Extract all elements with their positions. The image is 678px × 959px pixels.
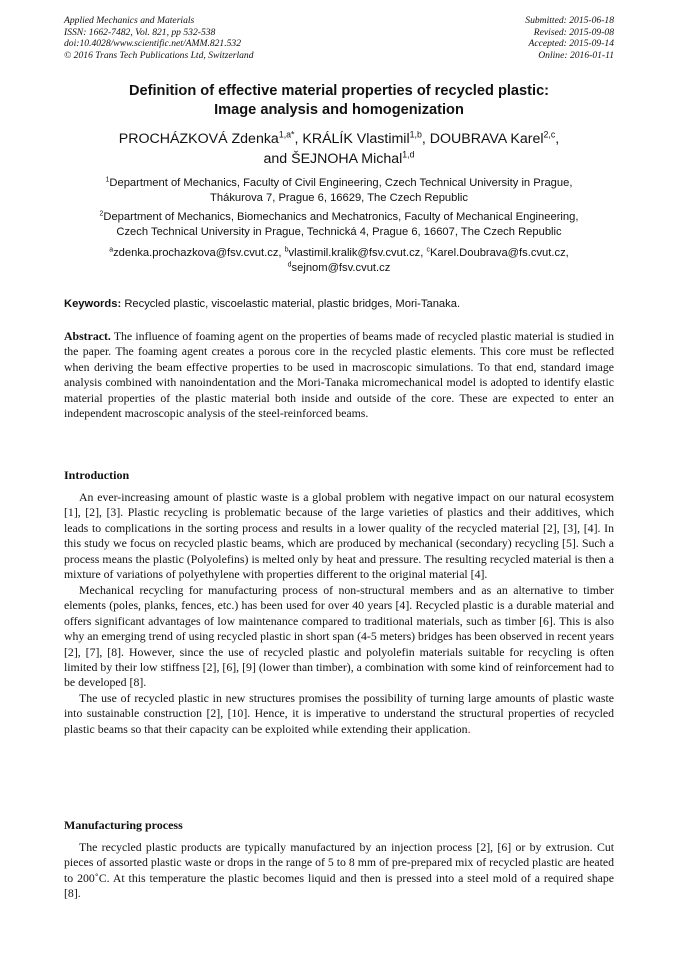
author-2-sup: 1,b bbox=[409, 129, 422, 140]
accepted-date: Accepted: 2015-09-14 bbox=[528, 38, 614, 50]
journal-copyright: © 2016 Trans Tech Publications Ltd, Switzerland bbox=[64, 49, 254, 61]
email-link-c[interactable]: Karel.Doubrava@fs.cvut.cz, bbox=[429, 247, 569, 259]
keywords bbox=[64, 297, 616, 312]
email-link-a[interactable]: zdenka.prochazkova@fsv.cvut.cz, bbox=[113, 247, 282, 259]
journal-doi: doi:10.4028/www.scientific.net/AMM.821.532 bbox=[64, 38, 242, 50]
title-line-1: Definition of effective material properties of recycled plastic: bbox=[128, 83, 550, 99]
email-link-d[interactable]: sejnom@fsv.cvut.cz bbox=[291, 262, 391, 274]
manufacturing-body bbox=[64, 840, 614, 902]
author-1-sup: 1,a* bbox=[278, 129, 295, 140]
intro-paragraph-1: An ever-increasing amount of plastic waste is a global problem with negative impact on our natural ecosystem [1], [2], [3]. Plastic recycling is problematic because of the large varieties of plastics and their additives, which leads to complications in the sorting process and results in a lower quality of the recycled material [2], [3], [4]. In this study we focus on recycled plastic beams, which are produced by mechanical (secondary) recycling [5]. Such a process means the plastic (Polyolefins) is melted only by heat and pressure. The resulting recycled material is then a mixture of variations of polyethylene with properties different to the original material [4]. bbox=[64, 490, 614, 582]
intro-paragraph-3-text: The use of recycled plastic in new structures promises the possibility of turning large amounts of plastic waste into sustainable construction [2], [10]. Hence, it is imperative to understand the structural properties of recycled plastic beams so that their capacity can be exploited while extending their application bbox=[64, 690, 614, 736]
affiliation-1 bbox=[60, 176, 618, 206]
email-d-sup: d bbox=[287, 261, 292, 269]
email-b-sup: b bbox=[284, 246, 289, 254]
author-4-sup: 1,d bbox=[402, 149, 415, 160]
journal-header-left bbox=[64, 15, 254, 61]
title-line-2: Image analysis and homogenization bbox=[214, 102, 464, 118]
manufacturing-paragraph-1: The recycled plastic products are typically manufactured by an injection process [2], [6] or by extrusion. Cut pieces of assorted plastic waste or drops in the range of 5 to 8 mm of pre-prepared mix of recycled plastic are heated to 200˚C. At this temperature the plastic becomes liquid and then is pressed into a steel mold of a required shape [8]. bbox=[64, 840, 614, 901]
introduction-body bbox=[64, 490, 614, 737]
online-date: Online: 2016-01-11 bbox=[538, 49, 614, 61]
emails-line-1 bbox=[60, 246, 618, 261]
affiliation-2-sup: 2 bbox=[99, 210, 104, 218]
submitted-date: Submitted: 2015-06-18 bbox=[525, 15, 614, 26]
affiliation-1-line-1 bbox=[60, 176, 618, 191]
revised-date: Revised: 2015-09-08 bbox=[533, 26, 614, 38]
email-c-sup: c bbox=[426, 246, 430, 254]
author-2: KRÁLÍK Vlastimil bbox=[302, 131, 410, 147]
journal-header-right bbox=[525, 15, 614, 61]
intro-paragraph-2: Mechanical recycling for manufacturing process of non-structural members and as an alternative to timber elements (poles, planks, fences, etc.) has been used for over 40 years [4]. Recycled plastic is a durable material and offers significant advantages of low maintenance compared to traditional materials, such as timber [6]. This is also why an emerging trend of using recycled plastic in short span (4-5 meters) bridges has been observed in recent years [2], [7], [8]. However, since the use of recycled plastic and polyolefin materials suitable for recycling is often limited by their low stiffness [2], [6], [9] (lower than timber), a combination with some kind of reinforcement had to be developed [8]. bbox=[64, 582, 614, 690]
affiliation-1-sup: 1 bbox=[105, 176, 110, 184]
journal-issn: ISSN: 1662-7482, Vol. 821, pp 532-538 bbox=[64, 26, 216, 38]
affiliation-2-text-1: Department of Mechanics, Biomechanics and Mechatronics, Faculty of Mechanical Engineering, bbox=[103, 211, 579, 223]
emails-line-2 bbox=[60, 261, 618, 276]
email-link-b[interactable]: vlastimil.kralik@fsv.cvut.cz, bbox=[288, 247, 424, 259]
introduction-heading: Introduction bbox=[64, 468, 130, 482]
keywords-text: Recycled plastic, viscoelastic material, plastic bridges, Mori-Tanaka. bbox=[124, 298, 461, 310]
authors-line-1: PROCHÁZKOVÁ Zdenka$^{1,a*}$, KRÁLÍK Vlastimil$^{1,b}$, DOUBRAVA Karel$^{2,c}$, bbox=[118, 129, 560, 147]
intro-paragraph-3 bbox=[64, 691, 614, 737]
paper-title bbox=[60, 82, 618, 120]
keywords-label: Keywords: bbox=[64, 298, 122, 310]
affiliation-2-line-1 bbox=[60, 210, 618, 225]
intro-paragraph-3-period: . bbox=[467, 721, 471, 736]
abstract bbox=[64, 329, 614, 422]
author-3: DOUBRAVA Karel bbox=[429, 131, 544, 147]
manufacturing-heading: Manufacturing process bbox=[64, 818, 183, 832]
author-emails bbox=[60, 246, 618, 276]
affiliation-2 bbox=[60, 210, 618, 240]
author-list bbox=[60, 129, 618, 169]
abstract-text: The influence of foaming agent on the properties of beams made of recycled plastic material is studied in the paper. The foaming agent creates a porous core in the recycled plastic elements. This core must be reflected when deriving the beam effective properties to be used in macroscopic simulations. To that end, standard image analysis combined with nanoindentation and the Mori-Tanaka micromechanical model is adopted to identify elastic material properties of the plastic material both inside and outside of the core. These are expected to enter an independent macroscopic analysis of the steel-reinforced beams. bbox=[64, 329, 614, 421]
author-4: ŠEJNOHA Michal bbox=[291, 151, 403, 167]
author-3-sup: 2,c bbox=[543, 129, 556, 140]
journal-name: Applied Mechanics and Materials bbox=[64, 15, 195, 26]
authors-and: and bbox=[263, 151, 288, 167]
abstract-label: Abstract. bbox=[64, 329, 111, 343]
affiliation-1-line-2: Thákurova 7, Prague 6, 16629, The Czech Republic bbox=[210, 192, 468, 204]
authors-line-2 bbox=[60, 149, 618, 169]
email-a-sup: a bbox=[109, 246, 114, 254]
author-1: PROCHÁZKOVÁ Zdenka bbox=[118, 131, 279, 147]
affiliation-2-line-2: Czech Technical University in Prague, Technická 4, Prague 6, 16607, The Czech Republic bbox=[116, 226, 562, 238]
affiliation-1-text-1: Department of Mechanics, Faculty of Civil Engineering, Czech Technical University in Prague, bbox=[109, 177, 573, 189]
